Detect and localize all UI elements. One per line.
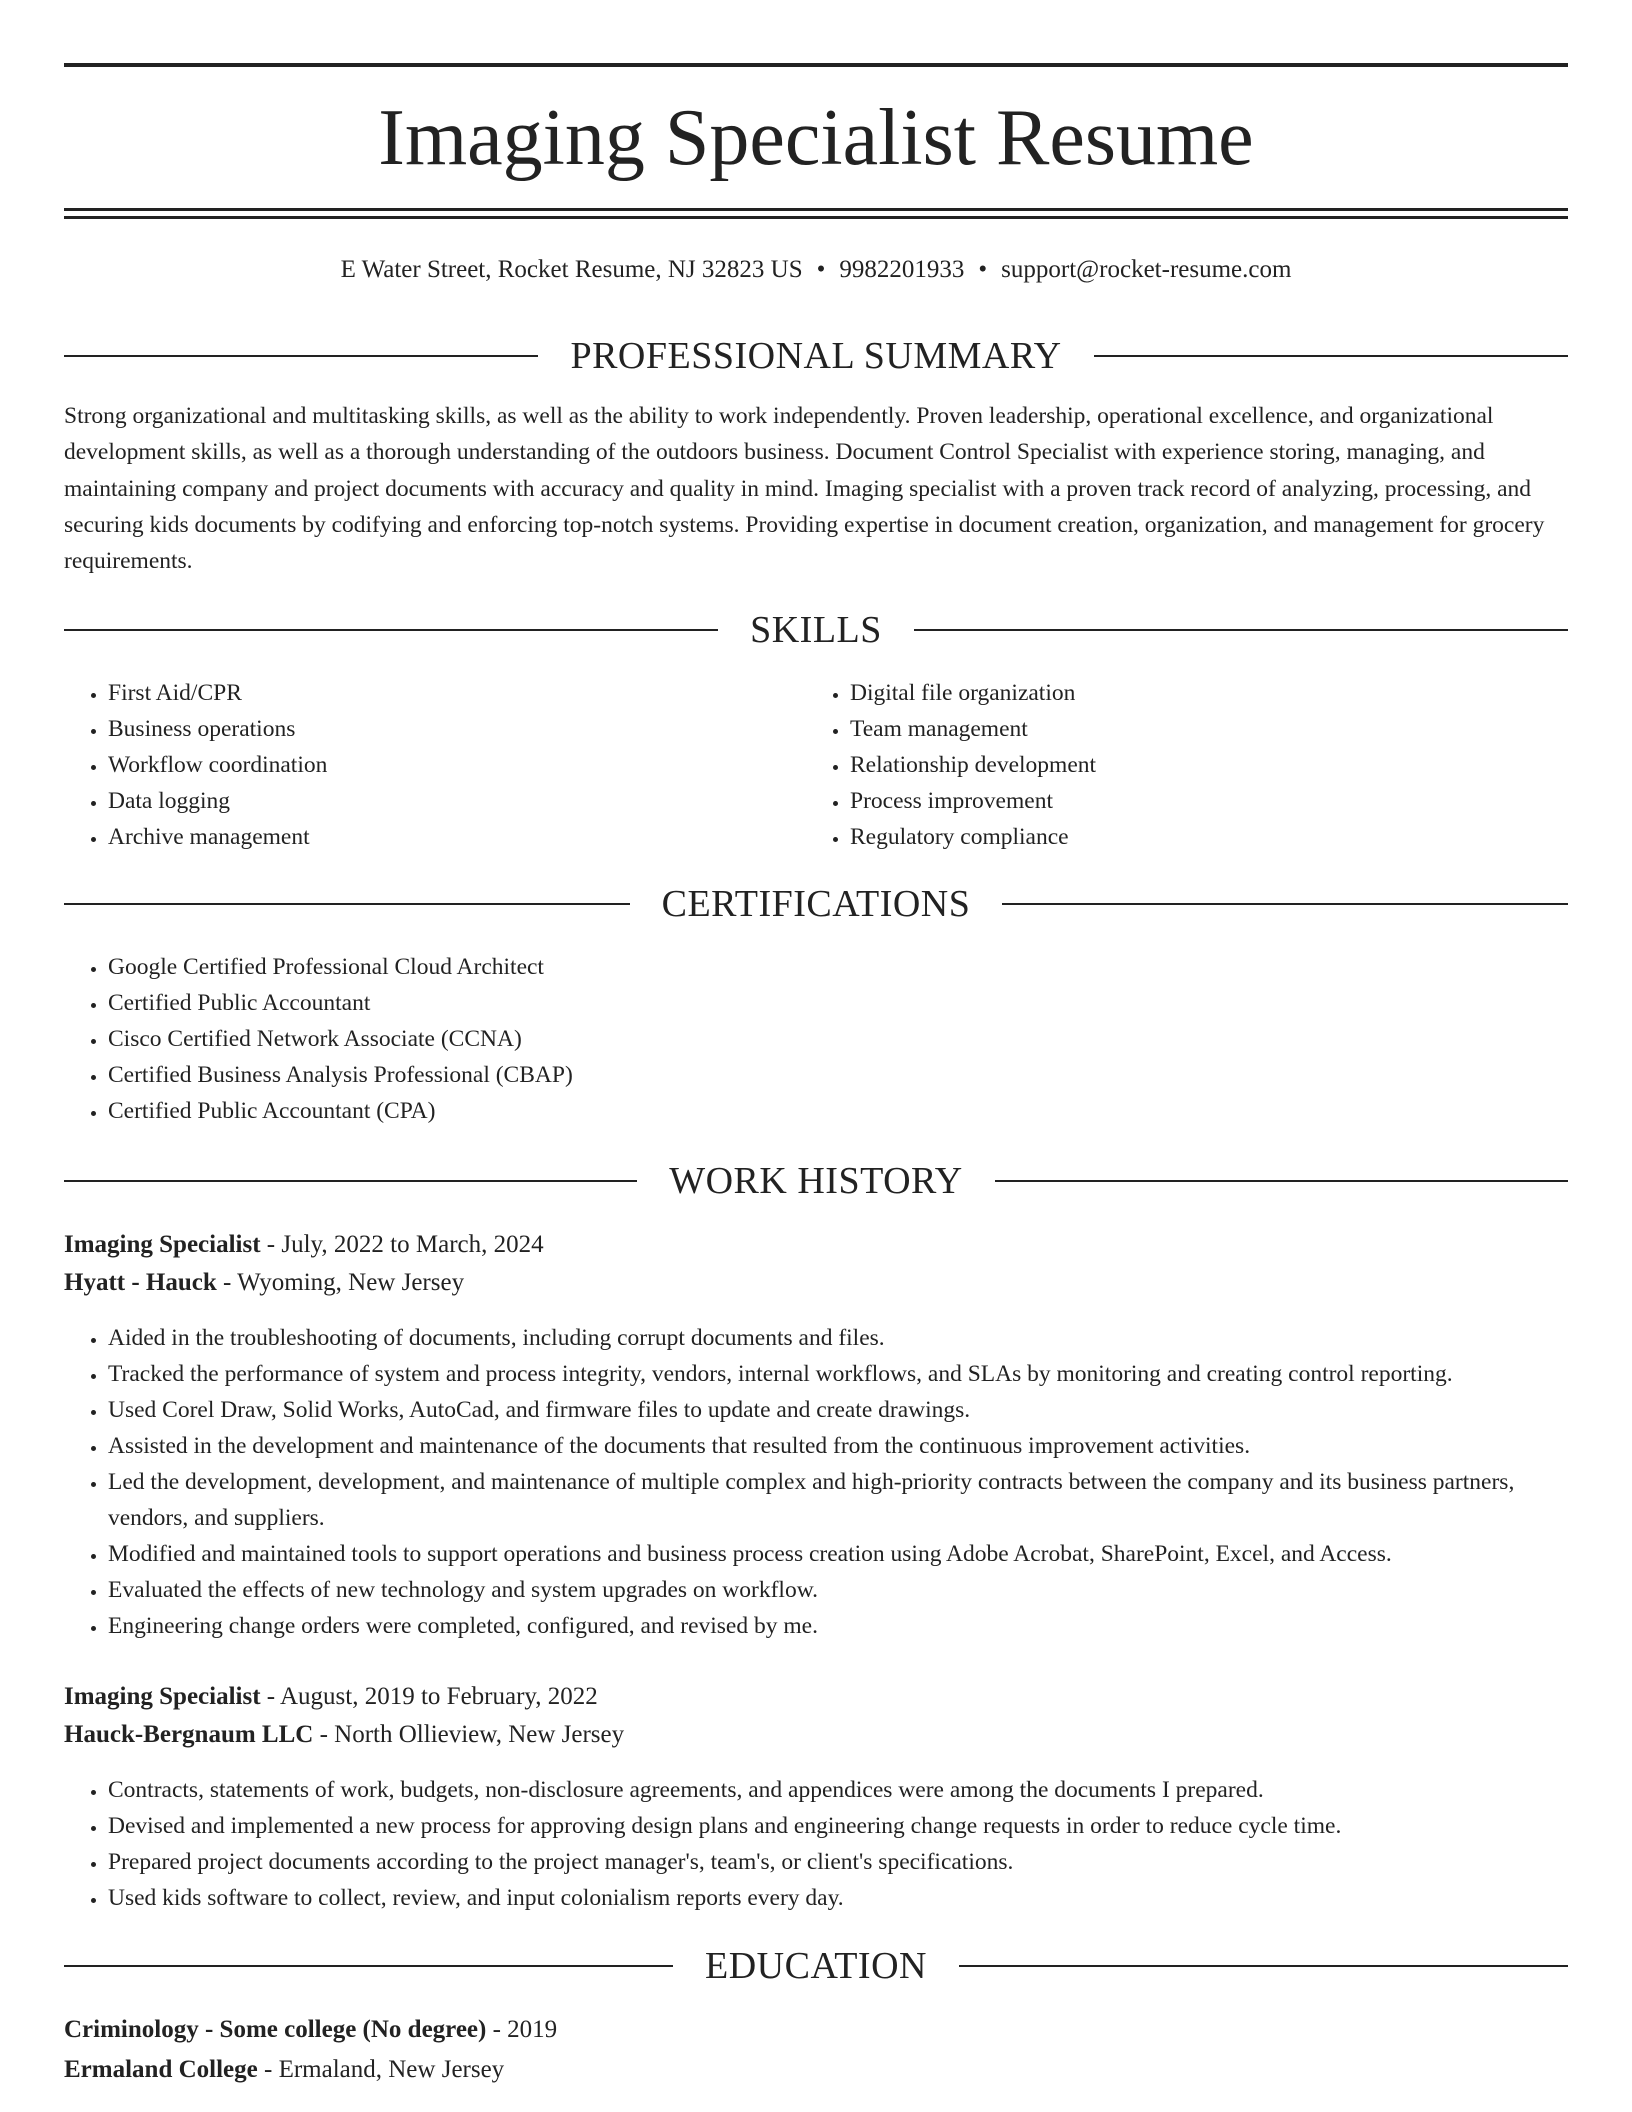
divider bbox=[995, 1180, 1568, 1182]
education-degree: Criminology - Some college (No degree) bbox=[64, 2016, 487, 2043]
certification-item: • Cisco Certified Network Associate (CCNA) bbox=[108, 1021, 1568, 1057]
job-bullet: • Modified and maintained tools to support operations and business process creation using Adobe Acrobat, SharePoint, Excel, and Access. bbox=[108, 1536, 1568, 1572]
title-rule-lower bbox=[64, 216, 1568, 219]
education-degree-line bbox=[64, 2010, 1568, 2050]
contact-address: E Water Street, Rocket Resume, NJ 32823 US bbox=[340, 256, 803, 283]
job-dates: - August, 2019 to February, 2022 bbox=[260, 1683, 598, 1710]
job-entry-2 bbox=[64, 1678, 1568, 1916]
job-title-line bbox=[64, 1678, 1568, 1716]
job-bullet: • Engineering change orders were completed, configured, and revised by me. bbox=[108, 1608, 1568, 1644]
job-title-line bbox=[64, 1226, 1568, 1264]
summary-paragraph: Strong organizational and multitasking skills, as well as the ability to work independently. Proven leadership, operational excellence, and organizational development skills, as well as a thorough understanding of the outdoors business. Document Control Specialist with experience storing, managing, and maintaining company and project documents with accuracy and quality in mind. Imaging specialist with a proven track record of analyzing, processing, and securing kids documents by codifying and enforcing top-notch systems. Providing expertise in document creation, organization, and management for grocery requirements. bbox=[64, 403, 1545, 575]
title-rule-upper bbox=[64, 208, 1568, 211]
divider bbox=[64, 1180, 637, 1182]
skills-list bbox=[64, 675, 1568, 855]
job-bullet: • Devised and implemented a new process for approving design plans and engineering change requests in order to reduce cycle time. bbox=[108, 1808, 1568, 1844]
education-entry bbox=[64, 2010, 1568, 2090]
job-bullet: • Assisted in the development and maintenance of the documents that resulted from the continuous improvement activities. bbox=[108, 1428, 1568, 1464]
divider bbox=[959, 1965, 1568, 1967]
resume-title: Imaging Specialist Resume bbox=[378, 94, 1254, 182]
job-company-line bbox=[64, 1716, 1568, 1754]
section-header-skills bbox=[64, 606, 1568, 654]
certification-item: • Certified Public Accountant bbox=[108, 985, 1568, 1021]
job-bullets bbox=[64, 1320, 1568, 1644]
divider bbox=[64, 629, 718, 631]
skills-column-right bbox=[806, 675, 1548, 855]
education-school-line bbox=[64, 2050, 1568, 2090]
skill-item: • Team management bbox=[850, 711, 1548, 747]
job-location: - Wyoming, New Jersey bbox=[216, 1269, 465, 1296]
skill-item: • Archive management bbox=[108, 819, 806, 855]
job-title: Imaging Specialist bbox=[64, 1231, 261, 1258]
section-header-work-history bbox=[64, 1157, 1568, 1205]
skill-item: • First Aid/CPR bbox=[108, 675, 806, 711]
job-company-line bbox=[64, 1264, 1568, 1302]
job-entry-1 bbox=[64, 1226, 1568, 1644]
job-bullet: • Used Corel Draw, Solid Works, AutoCad, and firmware files to update and create drawings. bbox=[108, 1392, 1568, 1428]
skill-item: • Data logging bbox=[108, 783, 806, 819]
divider bbox=[1002, 903, 1568, 905]
section-title: SKILLS bbox=[750, 609, 882, 651]
job-company: Hyatt - Hauck bbox=[64, 1269, 217, 1296]
skill-item: • Regulatory compliance bbox=[850, 819, 1548, 855]
certification-item: • Google Certified Professional Cloud Architect bbox=[108, 949, 1568, 985]
section-title: WORK HISTORY bbox=[669, 1160, 963, 1202]
education-school: Ermaland College bbox=[64, 2056, 258, 2083]
certifications-list bbox=[64, 949, 1568, 1129]
section-title: PROFESSIONAL SUMMARY bbox=[570, 335, 1062, 377]
job-bullet: • Tracked the performance of system and process integrity, vendors, internal workflows, and SLAs by monitoring and creating control reporting. bbox=[108, 1356, 1568, 1392]
divider bbox=[914, 629, 1568, 631]
section-title: EDUCATION bbox=[705, 1945, 927, 1987]
divider bbox=[64, 1965, 673, 1967]
section-title: CERTIFICATIONS bbox=[661, 883, 971, 925]
job-dates: - July, 2022 to March, 2024 bbox=[260, 1231, 544, 1258]
contact-separator: • bbox=[816, 256, 826, 283]
job-bullet: • Used kids software to collect, review, and input colonialism reports every day. bbox=[108, 1880, 1568, 1916]
job-company: Hauck-Bergnaum LLC bbox=[64, 1721, 314, 1748]
job-bullet: • Aided in the troubleshooting of documents, including corrupt documents and files. bbox=[108, 1320, 1568, 1356]
education-location: - Ermaland, New Jersey bbox=[257, 2056, 505, 2083]
contact-email: support@rocket-resume.com bbox=[1001, 256, 1292, 283]
job-bullet: • Led the development, development, and maintenance of multiple complex and high-priority contracts between the company and its business partners, vendors, and suppliers. bbox=[108, 1464, 1568, 1536]
job-bullets bbox=[64, 1772, 1568, 1916]
skill-item: • Business operations bbox=[108, 711, 806, 747]
top-rule bbox=[64, 63, 1568, 67]
skill-item: • Relationship development bbox=[850, 747, 1548, 783]
contact-line bbox=[64, 252, 1568, 288]
skill-item: • Digital file organization bbox=[850, 675, 1548, 711]
divider bbox=[1094, 355, 1568, 357]
section-header-education bbox=[64, 1942, 1568, 1990]
section-header-certifications bbox=[64, 880, 1568, 928]
certification-item: • Certified Public Accountant (CPA) bbox=[108, 1093, 1568, 1129]
divider bbox=[64, 355, 538, 357]
job-title: Imaging Specialist bbox=[64, 1683, 261, 1710]
skill-item: • Workflow coordination bbox=[108, 747, 806, 783]
job-bullet: • Prepared project documents according to the project manager's, team's, or client's specifications. bbox=[108, 1844, 1568, 1880]
contact-phone: 9982201933 bbox=[839, 256, 965, 283]
job-location: - North Ollieview, New Jersey bbox=[313, 1721, 625, 1748]
job-bullet: • Contracts, statements of work, budgets, non-disclosure agreements, and appendices were among the documents I prepared. bbox=[108, 1772, 1568, 1808]
divider bbox=[64, 903, 630, 905]
skills-column-left bbox=[64, 675, 806, 855]
skill-item: • Process improvement bbox=[850, 783, 1548, 819]
contact-separator: • bbox=[978, 256, 988, 283]
job-bullet: • Evaluated the effects of new technology and system upgrades on workflow. bbox=[108, 1572, 1568, 1608]
section-header-summary bbox=[64, 332, 1568, 380]
certification-item: • Certified Business Analysis Professional (CBAP) bbox=[108, 1057, 1568, 1093]
education-year: - 2019 bbox=[486, 2016, 558, 2043]
